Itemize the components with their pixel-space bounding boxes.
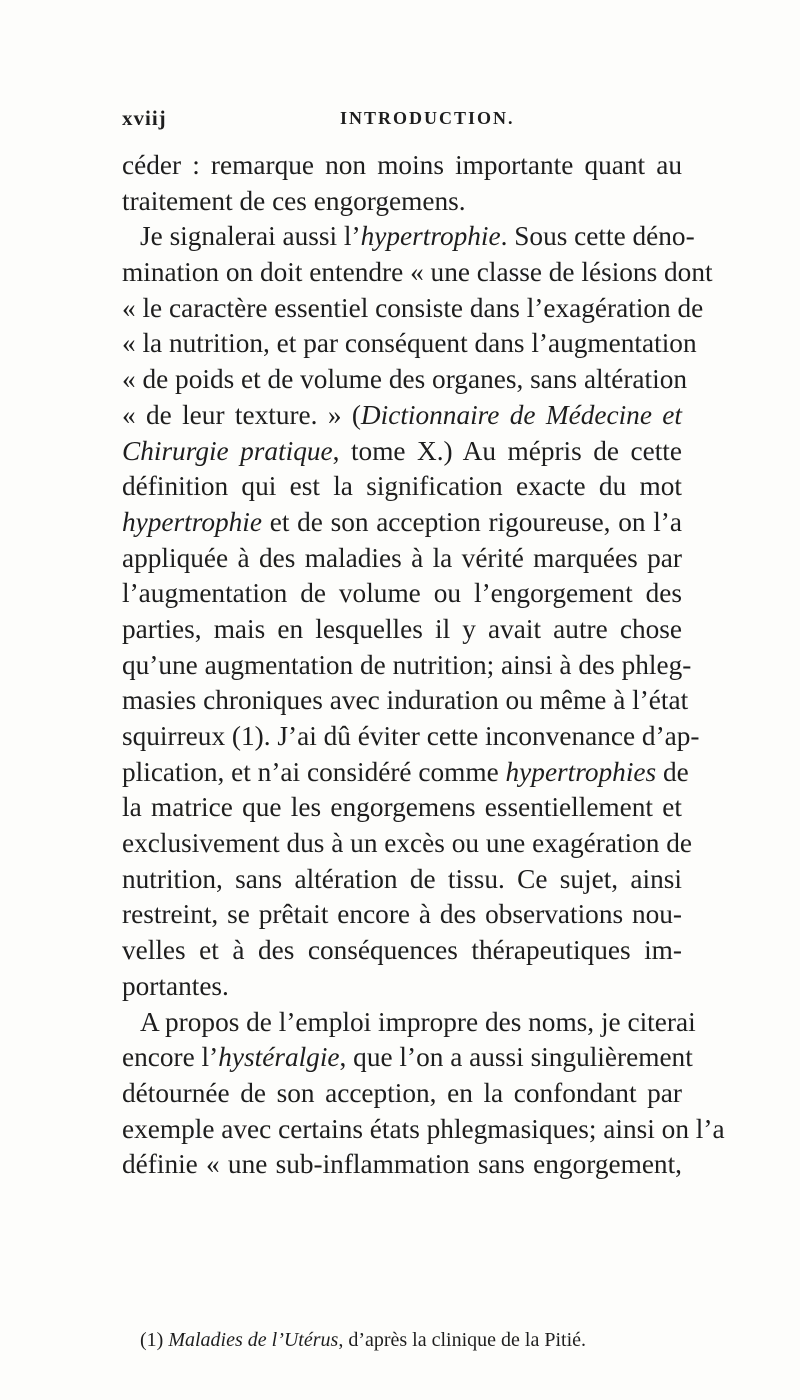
- text-run: , tome X.) Au mépris de cette: [332, 435, 682, 466]
- text-line: [122, 326, 697, 362]
- text-line: [122, 612, 682, 648]
- text-run: l’augmentation de volume ou l’engorgement des: [122, 578, 682, 609]
- text-line: [122, 969, 682, 1005]
- text-line: [122, 862, 682, 898]
- body-text: [122, 148, 725, 1183]
- text-line: [122, 897, 682, 933]
- text-run: et de son acception rigoureuse, on l’a: [262, 506, 682, 537]
- text-run: « la nutrition, et par conséquent dans l’augmentation: [122, 328, 697, 359]
- text-run: masies chroniques avec induration ou même à l’état: [122, 685, 689, 716]
- italic-text: hystéralgie: [218, 1042, 340, 1073]
- text-line: [122, 576, 682, 612]
- text-line: [122, 469, 682, 505]
- italic-text: hypertrophie: [360, 221, 501, 252]
- text-run: A propos de l’emploi impropre des noms, je citerai: [140, 1006, 696, 1037]
- text-line: [122, 719, 700, 755]
- text-line: [122, 755, 689, 791]
- text-run: , que l’on a aussi singulièrement: [339, 1042, 693, 1073]
- italic-text: hypertrophies: [505, 756, 657, 787]
- text-run: exclusivement dus à un excès ou une exagération de: [122, 828, 692, 859]
- text-run: traitement de ces engorgemens.: [122, 185, 466, 216]
- text-run: définition qui est la signification exacte du mot: [122, 471, 682, 502]
- text-line: [122, 648, 692, 684]
- italic-text: Chirurgie pratique: [122, 435, 333, 466]
- text-line: [122, 1040, 693, 1076]
- text-line: [122, 434, 682, 470]
- text-run: « le caractère essentiel consiste dans l’exagération de: [122, 292, 704, 323]
- text-run: restreint, se prêtait encore à des observations nou-: [122, 899, 682, 930]
- text-run: détournée de son acception, en la confondant par: [122, 1077, 682, 1108]
- italic-text: Dictionnaire de Médecine et: [360, 399, 682, 430]
- text-line: [122, 148, 682, 184]
- text-run: exemple avec certains états phlegmasiques; ainsi on l’a: [122, 1113, 725, 1144]
- footnote-text: , d’après la clinique de la Pitié.: [338, 1329, 587, 1351]
- text-run: appliquée à des maladies à la vérité marquées par: [122, 542, 682, 573]
- text-line: [122, 291, 704, 327]
- text-run: « de poids et de volume des organes, sans altération: [122, 364, 688, 395]
- text-run: Je signalerai aussi l’: [140, 221, 361, 252]
- text-line: [122, 255, 713, 291]
- text-line: [122, 362, 688, 398]
- italic-text: hypertrophie: [122, 506, 262, 537]
- page-number: xviij: [122, 106, 167, 130]
- text-line: [122, 683, 689, 719]
- footnote-text: (1): [140, 1329, 169, 1351]
- text-line: [122, 1147, 682, 1183]
- text-run: velles et à des conséquences thérapeutiques im-: [122, 935, 682, 966]
- page-header: [122, 106, 682, 136]
- running-head: INTRODUCTION.: [340, 108, 515, 128]
- text-run: . Sous cette déno-: [500, 221, 695, 252]
- text-run: encore l’: [122, 1042, 219, 1073]
- text-run: nutrition, sans altération de tissu. Ce sujet, ainsi: [122, 863, 682, 894]
- text-run: portantes.: [122, 970, 229, 1001]
- text-run: de: [656, 756, 689, 787]
- text-run: plication, et n’ai considéré comme: [122, 756, 506, 787]
- text-run: qu’une augmentation de nutrition; ainsi à des phleg-: [122, 649, 692, 680]
- text-line: [122, 505, 682, 541]
- text-line: [122, 1076, 682, 1112]
- footnote-italic-text: Maladies de l’Utérus: [168, 1329, 339, 1351]
- text-line: [122, 398, 682, 434]
- text-line: [122, 1112, 725, 1148]
- text-run: céder : remarque non moins importante quant au: [122, 150, 682, 180]
- text-run: parties, mais en lesquelles il y avait autre chose: [122, 613, 682, 644]
- text-line: [122, 790, 682, 826]
- text-line: [122, 933, 682, 969]
- text-line: [122, 1005, 696, 1041]
- text-line: [122, 219, 695, 255]
- text-run: « de leur texture. » (: [122, 399, 361, 430]
- text-run: la matrice que les engorgemens essentiellement et: [122, 792, 682, 823]
- footnote: [140, 1329, 680, 1352]
- text-run: squirreux (1). J’ai dû éviter cette inconvenance d’ap-: [122, 721, 700, 751]
- text-run: définie « une sub-inflammation sans engorgement,: [122, 1149, 682, 1180]
- text-line: [122, 826, 692, 862]
- text-line: [122, 184, 682, 220]
- text-run: mination on doit entendre « une classe de lésions dont: [122, 257, 713, 288]
- text-line: [122, 541, 682, 577]
